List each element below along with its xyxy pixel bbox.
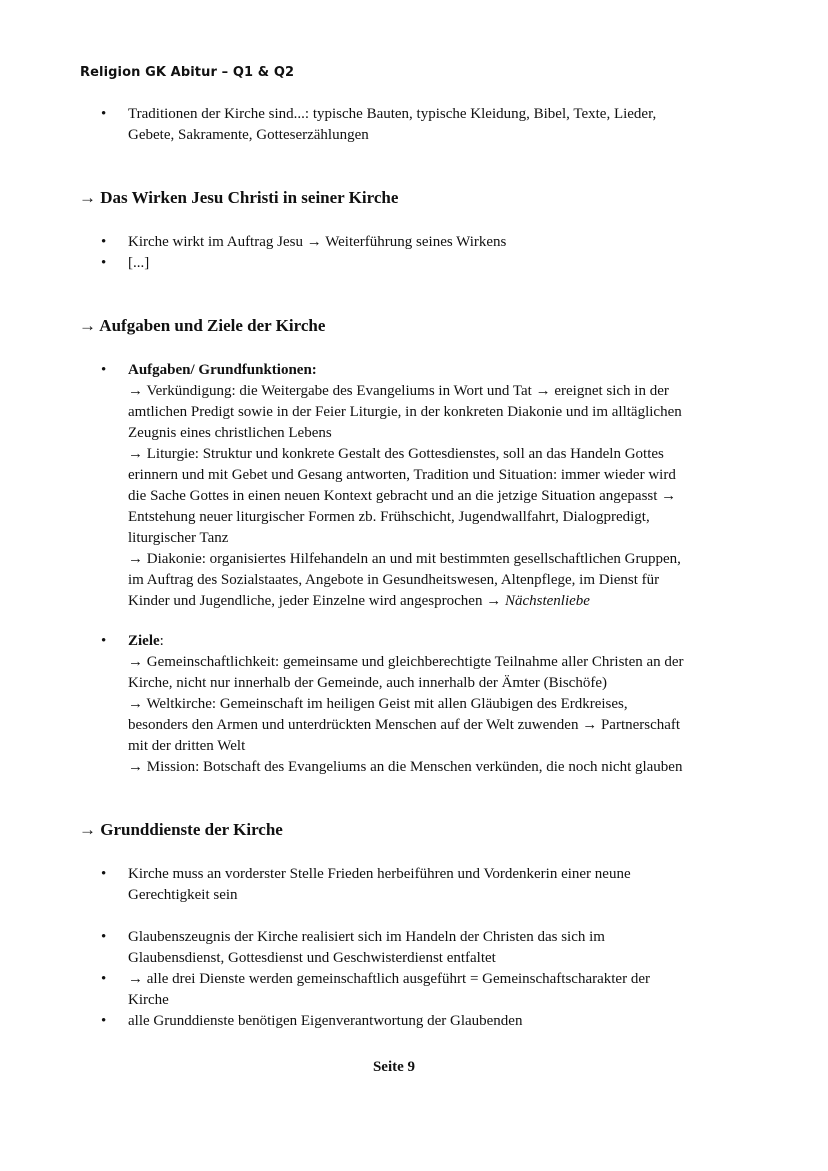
text-line: die Sache Gottes in einen neuen Kontext gebracht und an die jetzige Situation angepasst →	[128, 488, 677, 504]
section-heading-wirken: → Das Wirken Jesu Christi in seiner Kirche	[79, 188, 399, 207]
aufgaben-block	[0, 360, 828, 612]
text-line: besonders den Armen und unterdrückten Menschen auf der Welt zuwenden → Partnerschaft	[128, 717, 681, 733]
grunddienste-item1	[0, 864, 828, 906]
bullet-icon: •	[101, 633, 107, 649]
text-line: amtlichen Predigt sowie in der Feier Liturgie, in der konkreten Diakonie und im alltäglichen	[128, 404, 682, 420]
text-line: → Gemeinschaftlichkeit: gemeinsame und gleichberechtigte Teilnahme aller Christen an der	[128, 654, 684, 670]
text-line: Kirche	[128, 992, 169, 1008]
page-number: Seite 9	[372, 1059, 416, 1075]
label-suffix: :	[159, 633, 164, 649]
emphasis-text: Nächstenliebe	[504, 593, 590, 609]
text-line	[128, 591, 768, 612]
grunddienste-items	[0, 927, 828, 1032]
ziele-label: Ziele	[128, 633, 160, 649]
traditions-block	[0, 104, 828, 146]
text-line: Kirche wirkt im Auftrag Jesu → Weiterführung seines Wirkens	[128, 234, 507, 250]
text-line: → Weltkirche: Gemeinschaft im heiligen Geist mit allen Gläubigen des Erdkreises,	[128, 696, 628, 712]
text-line: erinnern und mit Gebet und Gesang antworten, Tradition und Situation: immer wieder wird	[128, 467, 676, 483]
text-line: → Verkündigung: die Weitergabe des Evangeliums in Wort und Tat → ereignet sich in der	[128, 383, 669, 399]
list-item	[0, 104, 828, 146]
text-line: → Mission: Botschaft des Evangeliums an die Menschen verkünden, die noch nicht glauben	[128, 759, 683, 775]
text-line: alle Grunddienste benötigen Eigenverantwortung der Glaubenden	[128, 1013, 523, 1029]
text-line: liturgischer Tanz	[128, 530, 229, 546]
text-line: Glaubensdienst, Gottesdienst und Geschwisterdienst entfaltet	[128, 950, 496, 966]
bullet-icon: •	[101, 234, 107, 250]
section-heading-aufgaben-ziele: → Aufgaben und Ziele der Kirche	[79, 316, 326, 335]
list-item	[0, 631, 828, 778]
ziele-label-line	[128, 631, 768, 652]
bullet-icon: •	[101, 929, 107, 945]
text-line: → Liturgie: Struktur und konkrete Gestalt des Gottesdienstes, soll an das Handeln Gottes	[128, 446, 664, 462]
text-line: → alle drei Dienste werden gemeinschaftlich ausgeführt = Gemeinschaftscharakter der	[128, 971, 650, 987]
list-item	[0, 253, 828, 274]
text-segment: Kinder und Jugendliche, jeder Einzelne wird angesprochen →	[128, 593, 505, 609]
text-line: mit der dritten Welt	[128, 738, 246, 754]
bullet-icon: •	[101, 1013, 107, 1029]
aufgaben-label: Aufgaben/ Grundfunktionen:	[128, 362, 317, 378]
bullet-icon: •	[101, 971, 107, 987]
list-item	[0, 1011, 828, 1032]
section-heading-grunddienste: → Grunddienste der Kirche	[79, 820, 283, 839]
list-item	[0, 360, 828, 612]
text-line: Kirche, nicht nur innerhalb der Gemeinde, auch innerhalb der Ämter (Bischöfe)	[128, 675, 607, 691]
text-line: Zeugnis eines christlichen Lebens	[128, 425, 332, 441]
bullet-icon: •	[101, 362, 107, 378]
text-line: Gebete, Sakramente, Gotteserzählungen	[128, 127, 369, 143]
text-line: im Auftrag des Sozialstaates, Angebote in Gesundheitswesen, Altenpflege, im Dienst für	[128, 572, 660, 588]
text-line: Entstehung neuer liturgischer Formen zb. Frühschicht, Jugendwallfahrt, Dialogpredigt,	[128, 509, 650, 525]
text-line: Gerechtigkeit sein	[128, 887, 238, 903]
ziele-block	[0, 631, 828, 778]
text-line: → Diakonie: organisiertes Hilfehandeln an und mit bestimmten gesellschaftlichen Gruppen,	[128, 551, 681, 567]
text-line: [...]	[128, 255, 150, 271]
list-item	[0, 927, 828, 969]
section1-list	[0, 232, 828, 274]
text-line: Traditionen der Kirche sind...: typische Bauten, typische Kleidung, Bibel, Texte, Lieder,	[128, 106, 657, 122]
bullet-icon: •	[101, 106, 107, 122]
page-header-title: Religion GK Abitur – Q1 & Q2	[80, 65, 295, 80]
bullet-icon: •	[101, 255, 107, 271]
list-item	[0, 232, 828, 253]
text-line: Kirche muss an vorderster Stelle Frieden herbeiführen und Vordenkerin einer neune	[128, 866, 631, 882]
text-line: Glaubenszeugnis der Kirche realisiert sich im Handeln der Christen das sich im	[128, 929, 605, 945]
list-item	[0, 864, 828, 906]
list-item	[0, 969, 828, 1011]
bullet-icon: •	[101, 866, 107, 882]
